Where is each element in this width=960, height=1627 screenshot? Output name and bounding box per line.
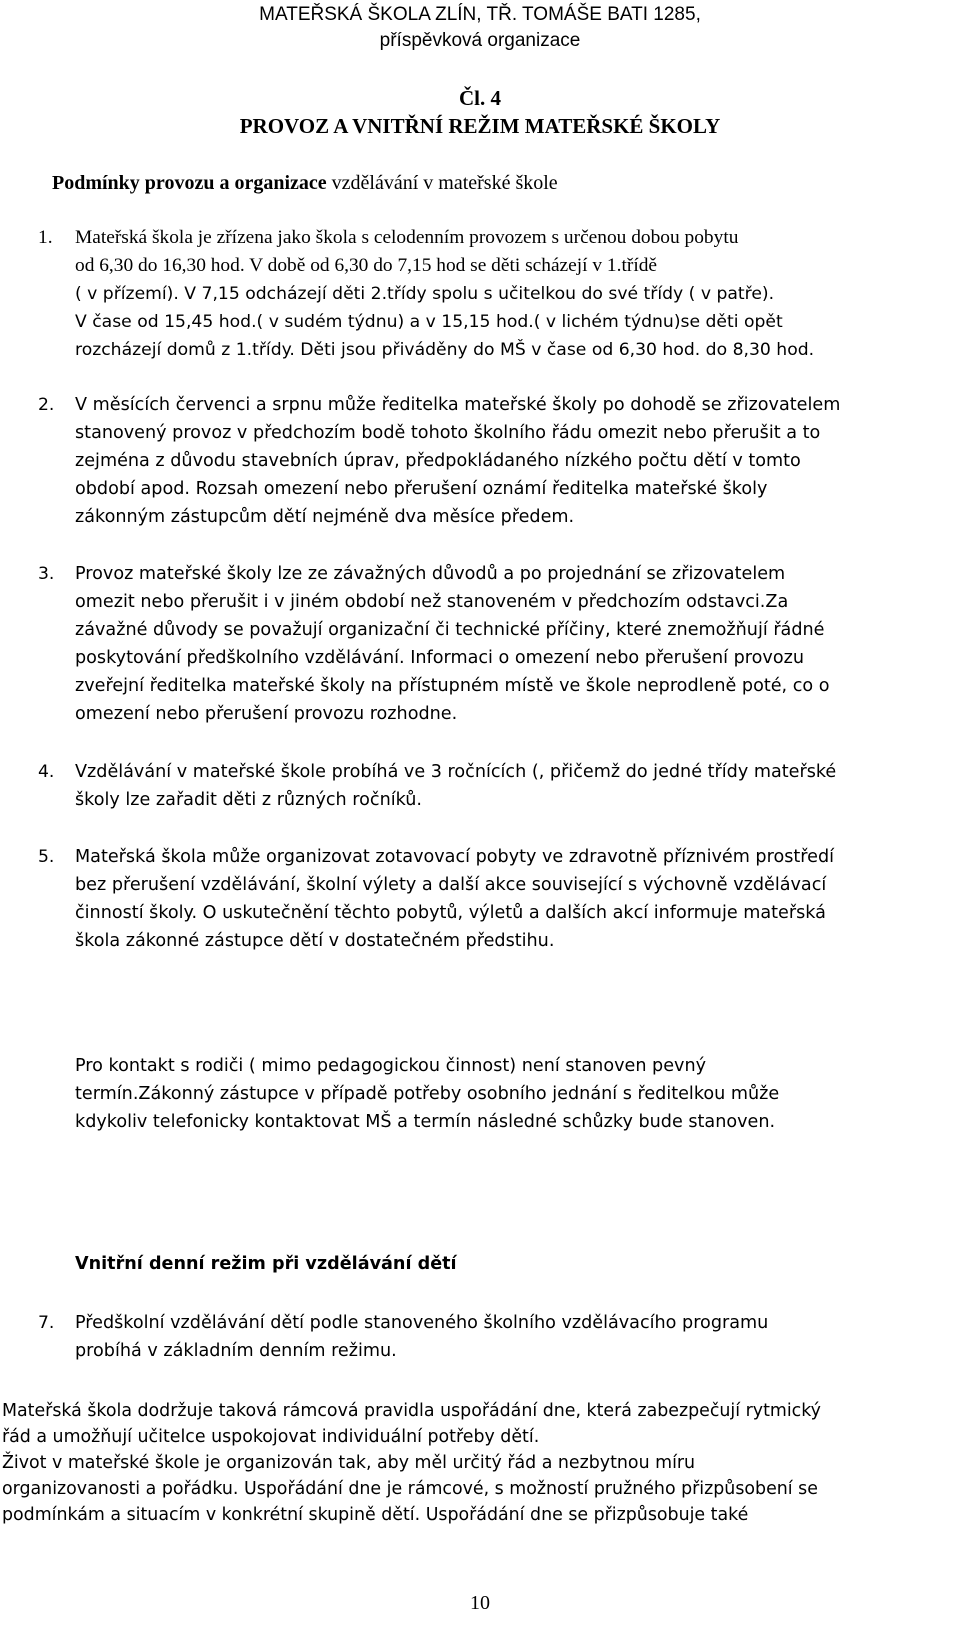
organization-type-header: příspěvková organizace [379, 30, 581, 51]
text-line: Život v mateřské škole je organizován tak, aby měl určitý řád a nezbytnou míru [2, 1453, 696, 1473]
text-line: termín.Zákonný zástupce v případě potřeby osobního jednání s ředitelkou může [75, 1084, 780, 1104]
list-item-number: 1. [38, 227, 53, 248]
text-line: podmínkám a situacím v konkrétní skupině dětí. Uspořádání dne se přizpůsobuje také [2, 1505, 749, 1525]
text-line: V měsících červenci a srpnu může ředitelka mateřské školy po dohodě se zřizovatelem [75, 395, 841, 415]
text-line: Předškolní vzdělávání dětí podle stanoveného školního vzdělávacího programu [75, 1313, 769, 1333]
text-line: Pro kontakt s rodiči ( mimo pedagogickou činnost) není stanoven pevný [75, 1056, 707, 1076]
list-item [38, 391, 938, 531]
text-line: probíhá v základním denním režimu. [75, 1341, 397, 1361]
chapter-number: Čl. 4 [459, 86, 501, 110]
list-item-number: 5. [38, 847, 55, 867]
closing-paragraph [2, 1398, 952, 1528]
text-line: ( v přízemí). V 7,15 odcházejí děti 2.třídy spolu s učitelkou do své třídy ( v patře). [75, 284, 775, 304]
text-line: kdykoliv telefonicky kontaktovat MŠ a termín následné schůzky bude stanoven. [75, 1112, 776, 1132]
text-line: poskytování předškolního vzdělávání. Informaci o omezení nebo přerušení provozu [75, 648, 804, 668]
section-subtitle [52, 172, 558, 195]
section-heading: Vnitřní denní režim při vzdělávání dětí [75, 1254, 457, 1274]
text-line: V čase od 15,45 hod.( v sudém týdnu) a v 15,15 hod.( v lichém týdnu)se děti opět [75, 312, 783, 332]
subtitle-rest: vzdělávání v mateřské škole [326, 172, 558, 194]
text-line: stanovený provoz v předchozím bodě tohoto školního řádu omezit nebo přerušit a to [75, 423, 821, 443]
text-line: zákonným zástupcům dětí nejméně dva měsíce předem. [75, 507, 575, 527]
page-number: 10 [470, 1592, 490, 1614]
contact-paragraph [75, 1052, 960, 1136]
subtitle-bold: Podmínky provozu a organizace [52, 172, 327, 194]
list-item [38, 758, 938, 814]
text-line: Mateřská škola je zřízena jako škola s celodenním provozem s určenou dobou pobytu [75, 227, 739, 248]
text-line: od 6,30 do 16,30 hod. V době od 6,30 do 7,15 hod se děti scházejí v 1.třídě [75, 255, 658, 276]
text-line: Mateřská škola dodržuje taková rámcová pravidla uspořádání dne, která zabezpečují rytmický [2, 1401, 821, 1421]
text-line: Vzdělávání v mateřské škole probíhá ve 3 ročnících (, přičemž do jedné třídy mateřské [75, 762, 837, 782]
text-line: organizovanosti a pořádku. Uspořádání dne je rámcové, s možností pružného přizpůsobení se [2, 1479, 818, 1499]
text-line: Mateřská škola může organizovat zotavovací pobyty ve zdravotně příznivém prostředí [75, 847, 834, 867]
list-item-number: 7. [38, 1313, 55, 1333]
text-line: činností školy. O uskutečnění těchto pobytů, výletů a dalších akcí informuje mateřská [75, 903, 826, 923]
school-name-header: MATEŘSKÁ ŠKOLA ZLÍN, TŘ. TOMÁŠE BATI 1285, [259, 4, 701, 25]
text-line: Provoz mateřské školy lze ze závažných důvodů a po projednání se zřizovatelem [75, 564, 786, 584]
text-line: bez přerušení vzdělávání, školní výlety a další akce související s výchovně vzdělávací [75, 875, 827, 895]
text-line: zejména z důvodu stavebních úprav, předpokládaného nízkého počtu dětí v tomto [75, 451, 801, 471]
text-line: zveřejní ředitelka mateřské školy na přístupném místě ve škole neprodleně poté, co o [75, 676, 830, 696]
text-line: rozcházejí domů z 1.třídy. Děti jsou přiváděny do MŠ v čase od 6,30 hod. do 8,30 hod. [75, 340, 815, 360]
text-line: období apod. Rozsah omezení nebo přerušení oznámí ředitelka mateřské školy [75, 479, 768, 499]
text-line: řád a umožňují učitelce uspokojovat individuální potřeby dětí. [2, 1427, 540, 1447]
text-line: školy lze zařadit děti z různých ročníků. [75, 790, 423, 810]
text-line: závažné důvody se považují organizační či technické příčiny, které znemožňují řádné [75, 620, 825, 640]
list-item [38, 560, 938, 728]
list-item [38, 224, 938, 364]
chapter-title: PROVOZ A VNITŘNÍ REŽIM MATEŘSKÉ ŠKOLY [239, 114, 721, 138]
list-item-number: 3. [38, 564, 55, 584]
text-line: omezit nebo přerušit i v jiném období než stanoveném v předchozím odstavci.Za [75, 592, 789, 612]
text-line: omezení nebo přerušení provozu rozhodne. [75, 704, 458, 724]
text-line: škola zákonné zástupce dětí v dostatečném předstihu. [75, 931, 555, 951]
list-item-number: 4. [38, 762, 55, 782]
list-item [38, 843, 938, 955]
list-item-number: 2. [38, 395, 55, 415]
list-item [38, 1309, 938, 1365]
